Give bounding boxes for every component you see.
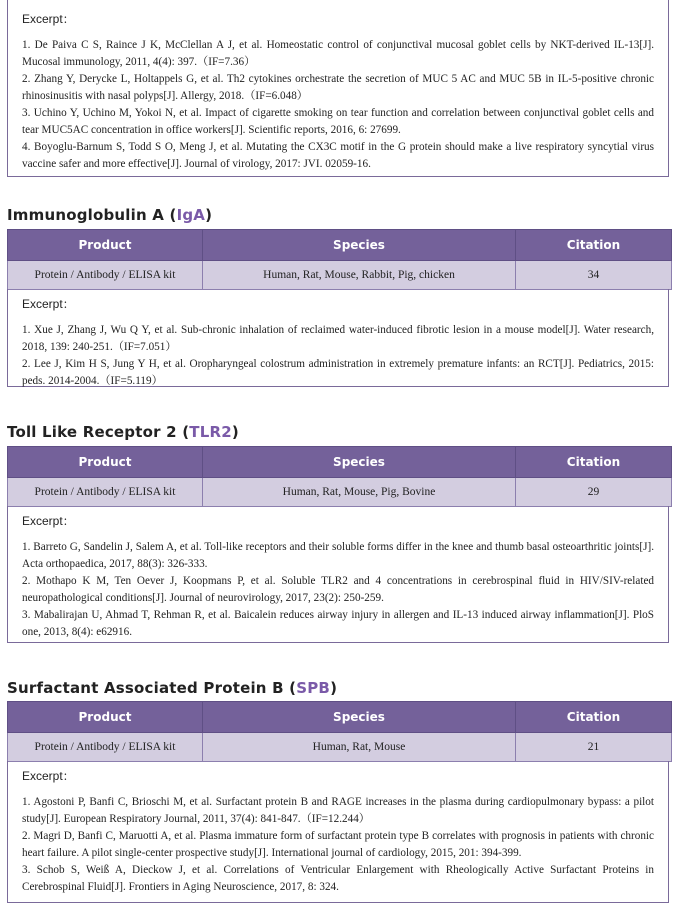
cell-citation: 34 (516, 261, 672, 290)
header-species: Species (203, 230, 516, 261)
section-abbreviation: TLR2 (189, 423, 232, 441)
section-abbreviation: SPB (296, 679, 331, 697)
cell-species: Human, Rat, Mouse (203, 733, 516, 762)
reference-item: 1. De Paiva C S, Raince J K, McClellan A J, et al. Homeostatic control of conjunctival mucosal goblet cells by NKT-derived IL-13[J]. Mucosal immunology, 2011, 4(4): 397.（IF=7.36） (22, 39, 654, 68)
cell-product: Protein / Antibody / ELISA kit (8, 261, 203, 290)
product-table-tlr2 (7, 446, 672, 507)
section-title-close: ) (330, 679, 338, 697)
section-title-text: Immunoglobulin A ( (7, 206, 177, 224)
excerpt-box-tlr2 (7, 506, 669, 643)
header-product: Product (8, 447, 203, 478)
product-table-spb (7, 701, 672, 762)
reference-item: 4. Boyoglu-Barnum S, Todd S O, Meng J, et al. Mutating the CX3C motif in the G protein should make a live respiratory syncytial virus vaccine safer and more effective[J]. Journal of virology, 2017: JVI. 02059-16. (22, 141, 654, 170)
header-citation: Citation (516, 230, 672, 261)
top-excerpt-box (7, 0, 669, 177)
reference-item: 3. Mabalirajan U, Ahmad T, Rehman R, et al. Baicalein reduces airway injury in allergen and IL-13 induced airway inflammation[J]. PloS one, 2013, 8(4): e62916. (22, 609, 654, 638)
section-title-close: ) (231, 423, 239, 441)
cell-species: Human, Rat, Mouse, Pig, Bovine (203, 478, 516, 507)
excerpt-label: Excerpt： (22, 297, 75, 311)
reference-item: 1. Xue J, Zhang J, Wu Q Y, et al. Sub-chronic inhalation of reclaimed water-induced fibrotic lesion in a mouse model[J]. Water research, 2018, 139: 240-251.（IF=7.051） (22, 324, 654, 353)
excerpt-label: Excerpt： (22, 12, 75, 26)
cell-species: Human, Rat, Mouse, Rabbit, Pig, chicken (203, 261, 516, 290)
header-species: Species (203, 702, 516, 733)
header-citation: Citation (516, 702, 672, 733)
section-abbreviation: IgA (176, 206, 206, 224)
header-product: Product (8, 702, 203, 733)
section-title-text: Surfactant Associated Protein B ( (7, 679, 297, 697)
excerpt-box-spb (7, 761, 669, 903)
reference-item: 1. Barreto G, Sandelin J, Salem A, et al. Toll-like receptors and their soluble forms differ in the knee and thumb basal osteoarthritic joints[J]. Acta orthopaedica, 2017, 88(3): 326-333. (22, 541, 654, 570)
table-row (8, 478, 672, 507)
excerpt-label: Excerpt： (22, 514, 75, 528)
header-species: Species (203, 447, 516, 478)
header-citation: Citation (516, 447, 672, 478)
header-product: Product (8, 230, 203, 261)
section-title-iga (7, 206, 212, 224)
reference-item: 2. Lee J, Kim H S, Jung Y H, et al. Oropharyngeal colostrum administration in extremely premature infants: an RCT[J]. Pediatrics, 2015: peds. 2014-2004.（IF=5.119） (22, 358, 654, 387)
cell-product: Protein / Antibody / ELISA kit (8, 733, 203, 762)
cell-citation: 29 (516, 478, 672, 507)
reference-item: 1. Agostoni P, Banfi C, Brioschi M, et al. Surfactant protein B and RAGE increases in the plasma during cardiopulmonary bypass: a pilot study[J]. European Respiratory Journal, 2011, 37(4): 841-847.（IF=12.244） (22, 796, 654, 825)
product-table-iga (7, 229, 672, 290)
reference-item: 2. Zhang Y, Derycke L, Holtappels G, et al. Th2 cytokines orchestrate the secretion of MUC 5 AC and MUC 5B in IL-5-positive chronic rhinosinusitis with nasal polyps[J]. Allergy, 2018.（IF=6.048） (22, 73, 654, 102)
reference-item: 3. Schob S, Weiß A, Dieckow J, et al. Correlations of Ventricular Enlargement with Rheologically Active Surfactant Proteins in Cerebrospinal Fluid[J]. Frontiers in Aging Neuroscience, 2017, 8: 324. (22, 864, 654, 893)
section-title-tlr2 (7, 423, 239, 441)
table-row (8, 733, 672, 762)
section-title-close: ) (205, 206, 213, 224)
reference-item: 2. Mothapo K M, Ten Oever J, Koopmans P, et al. Soluble TLR2 and 4 concentrations in cerebrospinal fluid in HIV/SIV-related neuropathological conditions[J]. Journal of neurovirology, 2017, 23(2): 250-259. (22, 575, 654, 604)
cell-product: Protein / Antibody / ELISA kit (8, 478, 203, 507)
table-row (8, 261, 672, 290)
excerpt-label: Excerpt： (22, 769, 75, 783)
reference-item: 3. Uchino Y, Uchino M, Yokoi N, et al. Impact of cigarette smoking on tear function and correlation between conjunctival goblet cells and tear MUC5AC concentration in office workers[J]. Scientific reports, 2016, 6: 27699. (22, 107, 654, 136)
excerpt-box-iga (7, 289, 669, 387)
cell-citation: 21 (516, 733, 672, 762)
section-title-spb (7, 679, 337, 697)
section-title-text: Toll Like Receptor 2 ( (7, 423, 190, 441)
reference-item: 2. Magri D, Banfi C, Maruotti A, et al. Plasma immature form of surfactant protein type B correlates with prognosis in patients with chronic heart failure. A pilot single-center prospective study[J]. International journal of cardiology, 2015, 201: 394-399. (22, 830, 654, 859)
